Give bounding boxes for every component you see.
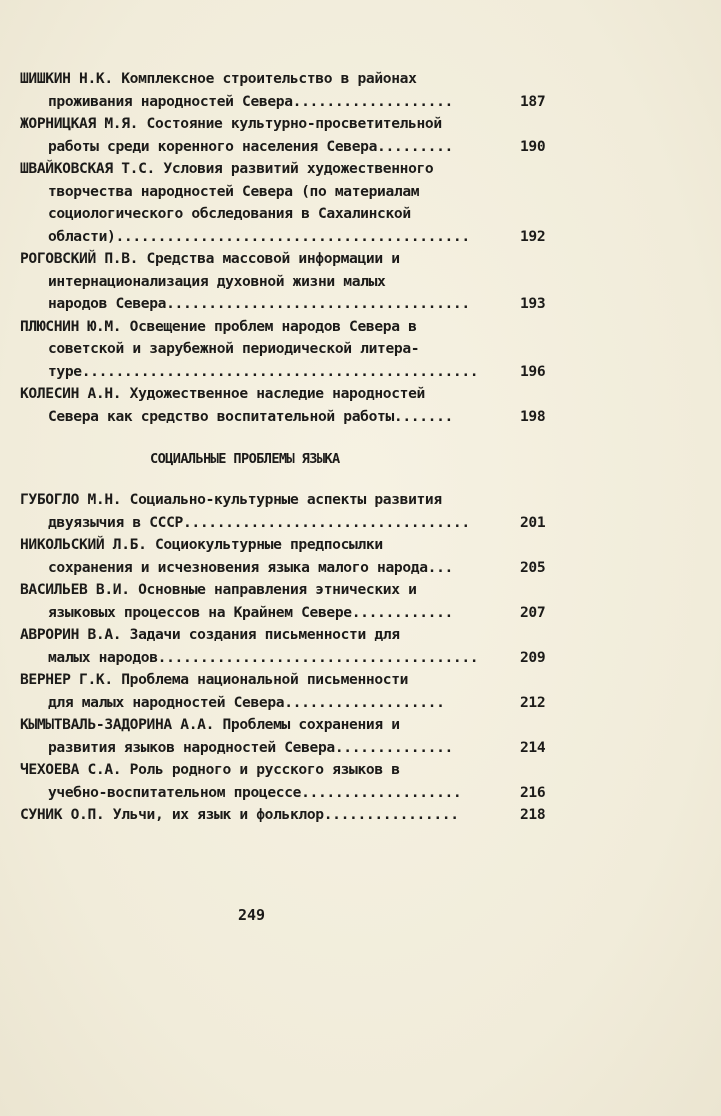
toc-entry-plyusnin	[20, 316, 560, 384]
toc-entry-line: области).......................................... 192	[20, 226, 560, 249]
toc-section-2	[20, 489, 560, 827]
toc-entry-line: ЧЕХОЕВА С.А. Роль родного и русского языков в	[20, 761, 400, 778]
toc-entry-line: для малых народностей Севера................... 212	[20, 692, 560, 715]
toc-entry-line: Севера как средство воспитательной работы....... 198	[20, 406, 560, 429]
toc-page-number: 193	[520, 295, 546, 312]
toc-entry-zhornitskaya	[20, 113, 560, 158]
toc-entry-line: ШВАЙКОВСКАЯ Т.С. Условия развитий художественного	[20, 160, 434, 177]
toc-entry-line: НИКОЛЬСКИЙ Л.Б. Социокультурные предпосылки	[20, 536, 383, 553]
toc-entry-line: КЫМЫТВАЛЬ-ЗАДОРИНА А.А. Проблемы сохранения и	[20, 716, 400, 733]
toc-entry-shvaikovskaya	[20, 158, 560, 248]
page-folio-number: 249	[238, 906, 266, 924]
toc-entry-line: РОГОВСКИЙ П.В. Средства массовой информации и	[20, 250, 400, 267]
toc-page-number: 209	[520, 648, 546, 666]
toc-entry-line: малых народов...................................... 209	[20, 647, 560, 670]
toc-entry-vasiliev	[20, 579, 560, 624]
toc-entry-line: ЖОРНИЦКАЯ М.Я. Состояние культурно-просветительной	[20, 115, 442, 132]
toc-page-number: 205	[520, 558, 546, 576]
toc-entry-kolesin	[20, 383, 560, 428]
toc-page-number: 212	[520, 693, 546, 711]
toc-entry-line: ПЛЮСНИН Ю.М. Освещение проблем народов Севера в	[20, 317, 417, 335]
toc-entry-verner	[20, 669, 560, 714]
toc-entry-line: творчества народностей Севера (по материалам	[48, 182, 420, 200]
toc-entry-line: проживания народностей Севера................... 187	[20, 91, 560, 114]
toc-entry-line: двуязычия в СССР.................................. 201	[20, 512, 560, 535]
toc-page-number: 218	[520, 806, 546, 823]
toc-entry-line: ШИШКИН Н.К. Комплексное строительство в районах	[20, 70, 417, 87]
toc-entry-line: работы среди коренного населения Севера......... 190	[20, 136, 560, 159]
toc-entry-guboglo	[20, 489, 560, 534]
toc-entry-line: народов Севера.................................... 193	[20, 293, 560, 316]
section-heading: СОЦИАЛЬНЫЕ ПРОБЛЕМЫ ЯЗЫКА	[150, 451, 340, 467]
toc-entry-line: сохранения и исчезновения языка малого народа... 205	[20, 557, 560, 580]
toc-page-number: 207	[520, 603, 546, 621]
toc-entry-line: ГУБОГЛО М.Н. Социально-культурные аспекты развития	[20, 491, 442, 508]
toc-entry-line: интернационализация духовной жизни малых	[48, 272, 386, 290]
toc-entry-chekhoeva	[20, 759, 560, 804]
toc-page-number: 196	[520, 362, 546, 380]
toc-entry-shishkin	[20, 68, 560, 113]
toc-page-number: 187	[520, 92, 546, 110]
toc-entry-line: ВЕРНЕР Г.К. Проблема национальной письменности	[20, 671, 409, 688]
toc-entry-line: СУНИК О.П. Ульчи, их язык и фольклор................ 218	[20, 804, 560, 827]
toc-entry-sunik	[20, 804, 560, 827]
toc-entry-avrorin	[20, 624, 560, 669]
toc-entry-line: КОЛЕСИН А.Н. Художественное наследие народностей	[20, 385, 425, 402]
toc-entry-line: АВРОРИН В.А. Задачи создания письменности для	[20, 626, 400, 643]
toc-page-number: 190	[520, 137, 546, 155]
toc-page-number: 214	[520, 738, 546, 756]
toc-entry-line: развития языков народностей Севера.............. 214	[20, 737, 560, 760]
toc-entry-line: социологического обследования в Сахалинской	[48, 205, 411, 222]
toc-entry-kymytval	[20, 714, 560, 759]
toc-entry-nikolsky	[20, 534, 560, 579]
toc-entry-line: учебно-воспитательном процессе................... 216	[20, 782, 560, 805]
toc-page-number: 201	[520, 513, 546, 531]
toc-entry-line: туре............................................... 196	[20, 361, 560, 384]
toc-section-1	[20, 68, 560, 428]
toc-page-number: 198	[520, 407, 546, 425]
toc-entry-rogovsky	[20, 248, 560, 316]
toc-entry-line: языковых процессов на Крайнем Севере............ 207	[20, 602, 560, 625]
toc-page-number: 192	[520, 227, 546, 245]
toc-entry-line: советской и зарубежной периодической литера-	[48, 340, 420, 357]
toc-entry-line: ВАСИЛЬЕВ В.И. Основные направления этнических и	[20, 581, 417, 598]
toc-page-number: 216	[520, 783, 546, 801]
